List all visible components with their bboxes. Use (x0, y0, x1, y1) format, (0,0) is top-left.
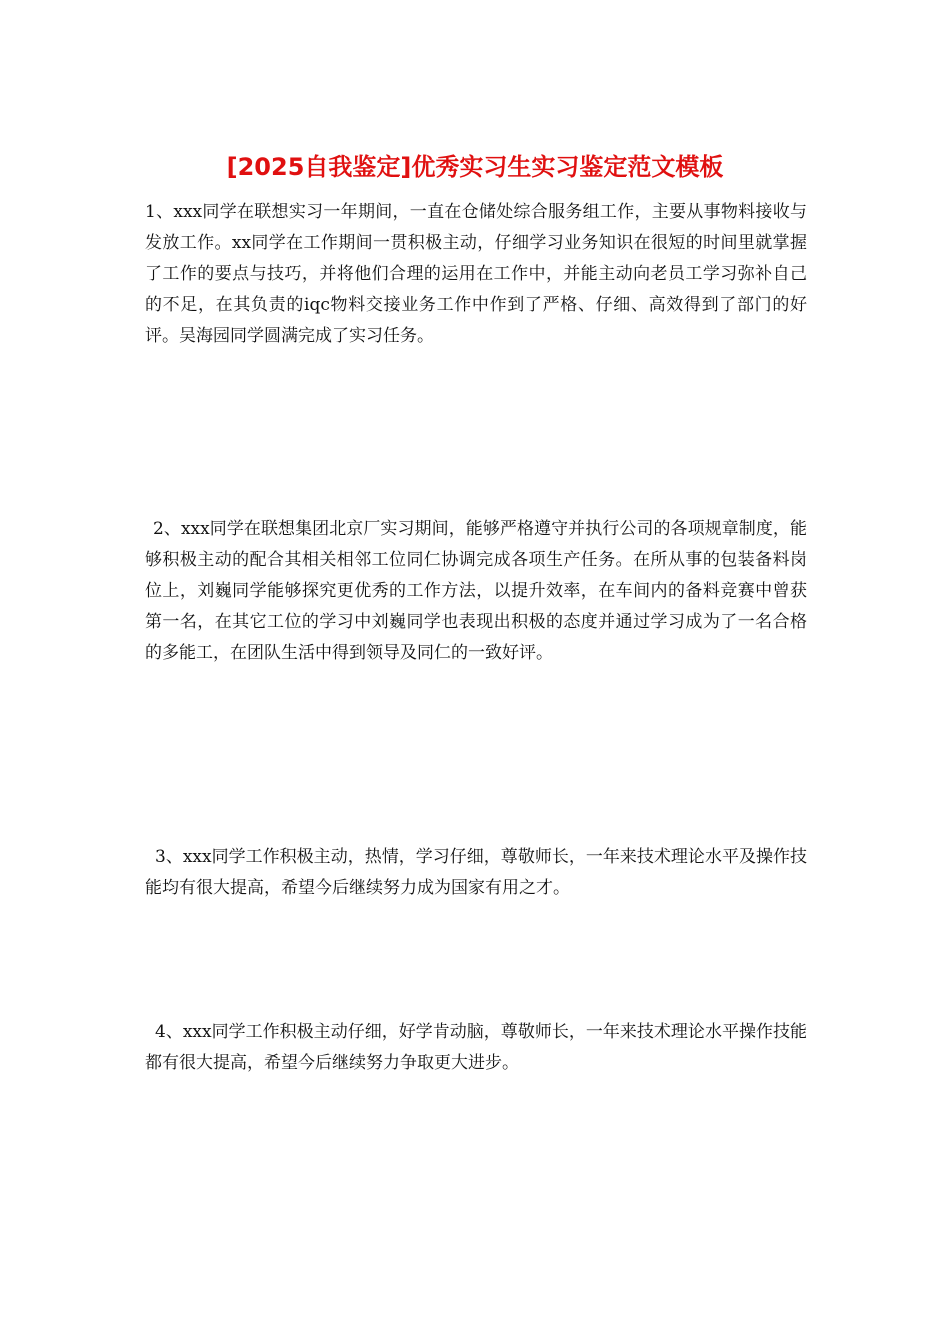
paragraph-1: 1、xxx同学在联想实习一年期间，一直在仓储处综合服务组工作，主要从事物料接收与发放工作。xx同学在工作期间一贯积极主动，仔细学习业务知识在很短的时间里就掌握 了工作的要点与技巧，并将他们合理的运用在工作中，并能主动向老员工学习弥补自己的不足，在其负责的iqc物料交接业务工作中作到了严格、仔细、高效得到了部门的好评。吴海园同学圆满完成了实习任务。 (145, 202, 807, 346)
document-title: [2025自我鉴定]优秀实习生实习鉴定范文模板 (226, 153, 724, 181)
paragraph-4: 4、xxx同学工作积极主动仔细，好学肯动脑，尊敬师长，一年来技术理论水平操作技能都有很大提高，希望今后继续努力争取更大进步。 (145, 1022, 807, 1073)
paragraph-2: 2、xxx同学在联想集团北京厂实习期间，能够严格遵守并执行公司的各项规章制度，能够积极主动的配合其相关相邻工位同仁协调完成各项生产任务。在所从事的包装备料岗位上，刘巍同学能够探究更优秀的工作方法，以提升效率，在车间内的备料竞赛中曾获第一名，在其它工位的学习中刘巍同学也表现出积极的态度并通过学习成为了一名合格的多能工，在团队生活中得到领导及同仁的一致好评。 (145, 519, 807, 663)
paragraph-3: 3、xxx同学工作积极主动，热情，学习仔细，尊敬师长，一年来技术理论水平及操作技能均有很大提高，希望今后继续努力成为国家有用之才。 (145, 847, 807, 898)
